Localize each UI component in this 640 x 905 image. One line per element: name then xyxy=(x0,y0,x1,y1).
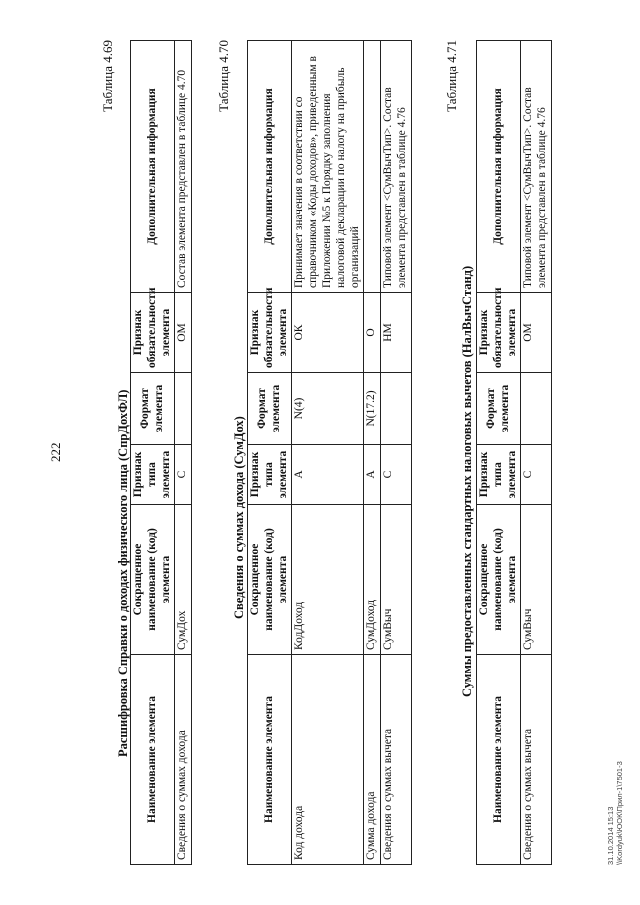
header-code: Сокращенное наименование (код) элемента xyxy=(131,505,175,655)
header-format: Формат элемента xyxy=(248,373,292,445)
cell-type: С xyxy=(521,445,552,505)
header-format: Формат элемента xyxy=(477,373,521,445)
cell-info: Принимает значения в соответствии со справочником «Коды доходов», приведенным в Приложении №5 к Порядку заполнения налоговой декларации по налогу на прибыль организаций xyxy=(292,41,364,293)
cell-type: А xyxy=(364,445,381,505)
header-name: Наименование элемента xyxy=(477,655,521,865)
table-caption-4-69: Расшифровка Справки о доходах физического лица (СпрДохФЛ) xyxy=(116,389,130,757)
table-caption-4-71: Суммы предоставленных стандартных налоговых вычетов (НалВычСтанд) xyxy=(460,265,474,697)
table-header-row xyxy=(477,41,521,865)
cell-format xyxy=(521,373,552,445)
cell-required: НМ xyxy=(381,293,412,373)
cell-format: N(4) xyxy=(292,373,364,445)
header-name: Наименование элемента xyxy=(248,655,292,865)
cell-code: СумВыч xyxy=(521,505,552,655)
cell-code: СумВыч xyxy=(381,505,412,655)
table-label-4-69: Таблица 4.69 xyxy=(100,40,115,112)
cell-format xyxy=(381,373,412,445)
header-format: Формат элемента xyxy=(131,373,175,445)
header-info: Дополнительная информация xyxy=(248,41,292,293)
table-row xyxy=(381,41,412,865)
cell-info: Состав элемента представлен в таблице 4.70 xyxy=(175,41,192,293)
cell-info xyxy=(364,41,381,293)
header-type: Признак типа элемента xyxy=(477,445,521,505)
cell-required: ОК xyxy=(292,293,364,373)
cell-name: Сведения о суммах вычета xyxy=(381,655,412,865)
cell-type: С xyxy=(381,445,412,505)
header-code: Сокращенное наименование (код) элемента xyxy=(477,505,521,655)
cell-name: Сумма дохода xyxy=(364,655,381,865)
file-stamp-date: 31.10.2014 15:13 xyxy=(606,806,615,865)
header-type: Признак типа элемента xyxy=(131,445,175,505)
header-info: Дополнительная информация xyxy=(131,41,175,293)
page-number: 222 xyxy=(48,442,63,462)
cell-format: N(17.2) xyxy=(364,373,381,445)
cell-required: ОМ xyxy=(175,293,192,373)
table-header-row xyxy=(131,41,175,865)
table-label-4-70: Таблица 4.70 xyxy=(216,40,231,112)
table-header-row xyxy=(248,41,292,865)
table-4-70 xyxy=(247,40,412,865)
cell-required: ОМ xyxy=(521,293,552,373)
table-row xyxy=(364,41,381,865)
cell-code: СумДох xyxy=(175,505,192,655)
file-stamp xyxy=(606,761,625,865)
table-4-71 xyxy=(476,40,552,865)
file-stamp-path: \\Kordyuk\ЮОК\Прил-1\7501-3 xyxy=(615,761,625,865)
cell-type: С xyxy=(175,445,192,505)
cell-format xyxy=(175,373,192,445)
cell-type: А xyxy=(292,445,364,505)
cell-info: Типовой элемент <СумВычТип>. Состав элемента представлен в таблице 4.76 xyxy=(521,41,552,293)
cell-code: КодДоход xyxy=(292,505,364,655)
header-required: Признак обязательности элемента xyxy=(477,293,521,373)
cell-info: Типовой элемент <СумВычТип>. Состав элемента представлен в таблице 4.76 xyxy=(381,41,412,293)
cell-required: О xyxy=(364,293,381,373)
cell-name: Сведения о суммах вычета xyxy=(521,655,552,865)
cell-name: Код дохода xyxy=(292,655,364,865)
table-label-4-71: Таблица 4.71 xyxy=(444,40,459,112)
cell-name: Сведения о суммах дохода xyxy=(175,655,192,865)
header-name: Наименование элемента xyxy=(131,655,175,865)
header-type: Признак типа элемента xyxy=(248,445,292,505)
table-row xyxy=(521,41,552,865)
table-4-69 xyxy=(130,40,192,865)
table-row xyxy=(292,41,364,865)
header-code: Сокращенное наименование (код) элемента xyxy=(248,505,292,655)
cell-code: СумДоход xyxy=(364,505,381,655)
header-required: Признак обязательности элемента xyxy=(131,293,175,373)
header-info: Дополнительная информация xyxy=(477,41,521,293)
table-row xyxy=(175,41,192,865)
header-required: Признак обязательности элемента xyxy=(248,293,292,373)
table-caption-4-70: Сведения о суммах дохода (СумДох) xyxy=(232,416,246,619)
